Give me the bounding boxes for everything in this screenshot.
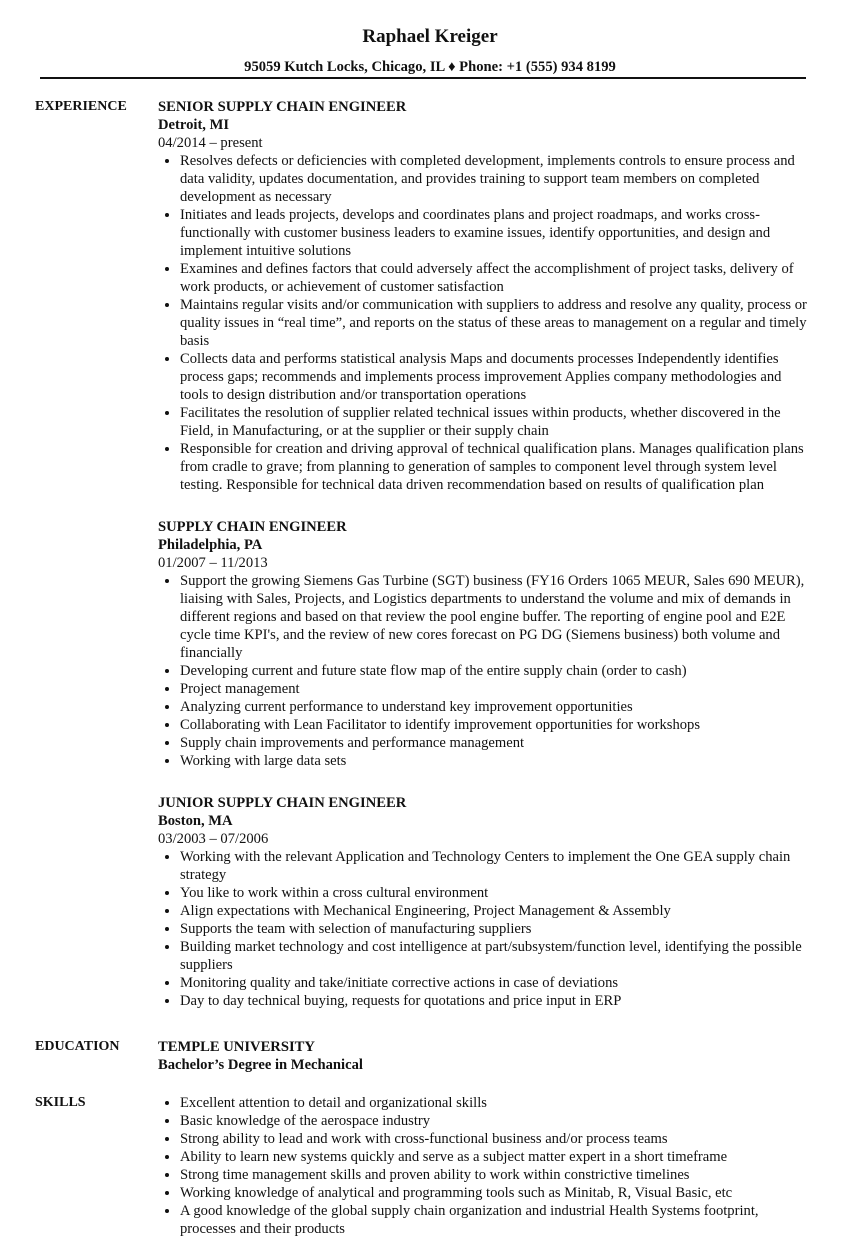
bullet-item: • Facilitates the resolution of supplier related technical issues within products, whether discovered in the Field, in Manufacturing, or at the supplier or their supply chain (180, 404, 808, 440)
degree: Bachelor’s Degree in Mechanical (158, 1057, 363, 1073)
job-dates: 03/2003 – 07/2006 (158, 831, 269, 847)
job-location: Philadelphia, PA (158, 537, 263, 553)
job-entry (158, 794, 808, 1010)
job-bullets (158, 152, 808, 494)
job-title: JUNIOR SUPPLY CHAIN ENGINEER (158, 795, 407, 811)
candidate-name: Raphael Kreiger (362, 26, 498, 47)
bullet-item: • Responsible for creation and driving approval of technical qualification plans. Manages qualification plans from cradle to grave; from planning to generation of samples to component level through system level testing. Responsible for technical data driven recommendation based on results of qualification plan (180, 440, 808, 494)
bullet-item: • Resolves defects or deficiencies with completed development, implements controls to ensure process and data validity, updates documentation, and provides training to support team members on completed development as necessary (180, 152, 808, 206)
bullet-item: • Maintains regular visits and/or communication with suppliers to address and resolve any quality, process or quality issues in “real time”, and reports on the status of these areas to management on a regular and timely basis (180, 296, 808, 350)
section-label: EDUCATION (35, 1039, 120, 1054)
skill-item: • Working knowledge of analytical and programming tools such as Minitab, R, Visual Basic, etc (180, 1184, 808, 1202)
bullet-item: • You like to work within a cross cultural environment (180, 884, 808, 902)
bullet-item: • Support the growing Siemens Gas Turbine (SGT) business (FY16 Orders 1065 MEUR, Sales 690 MEUR), liaising with Sales, Projects, and Logistics departments to understand the volume and mix of demands in different regions and based on that review the pool engine buffer. The reporting of engine pool and E2E cycle time KPI's, and the review of new cores forecast on PG DG (Siemens business) both volume and financially (180, 572, 808, 662)
bullet-item: • Align expectations with Mechanical Engineering, Project Management & Assembly (180, 902, 808, 920)
job-dates: 01/2007 – 11/2013 (158, 555, 268, 571)
resume-body (35, 98, 815, 1238)
bullet-item: • Building market technology and cost intelligence at part/subsystem/function level, identifying the possible suppliers (180, 938, 808, 974)
job-bullets (158, 848, 808, 1010)
skill-item: • Strong ability to lead and work with cross-functional business and/or process teams (180, 1130, 808, 1148)
section-label: SKILLS (35, 1095, 86, 1110)
job-dates: 04/2014 – present (158, 135, 263, 151)
job-location: Detroit, MI (158, 117, 230, 133)
bullet-item: • Day to day technical buying, requests for quotations and price input in ERP (180, 992, 808, 1010)
skill-item: • Strong time management skills and proven ability to work within constrictive timelines (180, 1166, 808, 1184)
bullet-item: • Working with the relevant Application and Technology Centers to implement the One GEA supply chain strategy (180, 848, 808, 884)
bullet-item: • Project management (180, 680, 808, 698)
job-bullets (158, 572, 808, 770)
header-divider (40, 77, 806, 79)
contact-line: 95059 Kutch Locks, Chicago, IL ♦ Phone: +1 (555) 934 8199 (244, 59, 616, 75)
bullet-item: • Working with large data sets (180, 752, 808, 770)
bullet-item: • Collaborating with Lean Facilitator to identify improvement opportunities for workshops (180, 716, 808, 734)
bullet-item: • Supports the team with selection of manufacturing suppliers (180, 920, 808, 938)
job-location: Boston, MA (158, 813, 233, 829)
job-entry (158, 518, 808, 770)
skill-item: • A good knowledge of the global supply chain organization and industrial Health Systems footprint, processes and their products (180, 1202, 808, 1238)
skills-section (35, 1094, 815, 1238)
job-title: SENIOR SUPPLY CHAIN ENGINEER (158, 99, 407, 115)
skill-item: • Ability to learn new systems quickly and serve as a subject matter expert in a short timeframe (180, 1148, 808, 1166)
section-label: EXPERIENCE (35, 99, 127, 114)
bullet-item: • Monitoring quality and take/initiate corrective actions in case of deviations (180, 974, 808, 992)
experience-section (35, 98, 815, 1010)
education-section (35, 1038, 815, 1074)
bullet-item: • Examines and defines factors that could adversely affect the accomplishment of project tasks, delivery of work products, or achievement of customer satisfaction (180, 260, 808, 296)
bullet-item: • Supply chain improvements and performance management (180, 734, 808, 752)
skills-list (158, 1094, 808, 1238)
bullet-item: • Initiates and leads projects, develops and coordinates plans and project roadmaps, and works cross-functionally with customer business leaders to examine issues, identify opportunities, and design and implement intuitive solutions (180, 206, 808, 260)
experience-list (158, 98, 808, 1010)
bullet-item: • Developing current and future state flow map of the entire supply chain (order to cash) (180, 662, 808, 680)
skill-item: • Excellent attention to detail and organizational skills (180, 1094, 808, 1112)
skill-item: • Basic knowledge of the aerospace industry (180, 1112, 808, 1130)
bullet-item: • Analyzing current performance to understand key improvement opportunities (180, 698, 808, 716)
bullet-item: • Collects data and performs statistical analysis Maps and documents processes Independently identifies process gaps; recommends and implements process improvement Applies company methodologies and tools to design distribution and/or transportation operations (180, 350, 808, 404)
job-title: SUPPLY CHAIN ENGINEER (158, 519, 347, 535)
job-entry (158, 98, 808, 494)
school-name: TEMPLE UNIVERSITY (158, 1039, 315, 1055)
